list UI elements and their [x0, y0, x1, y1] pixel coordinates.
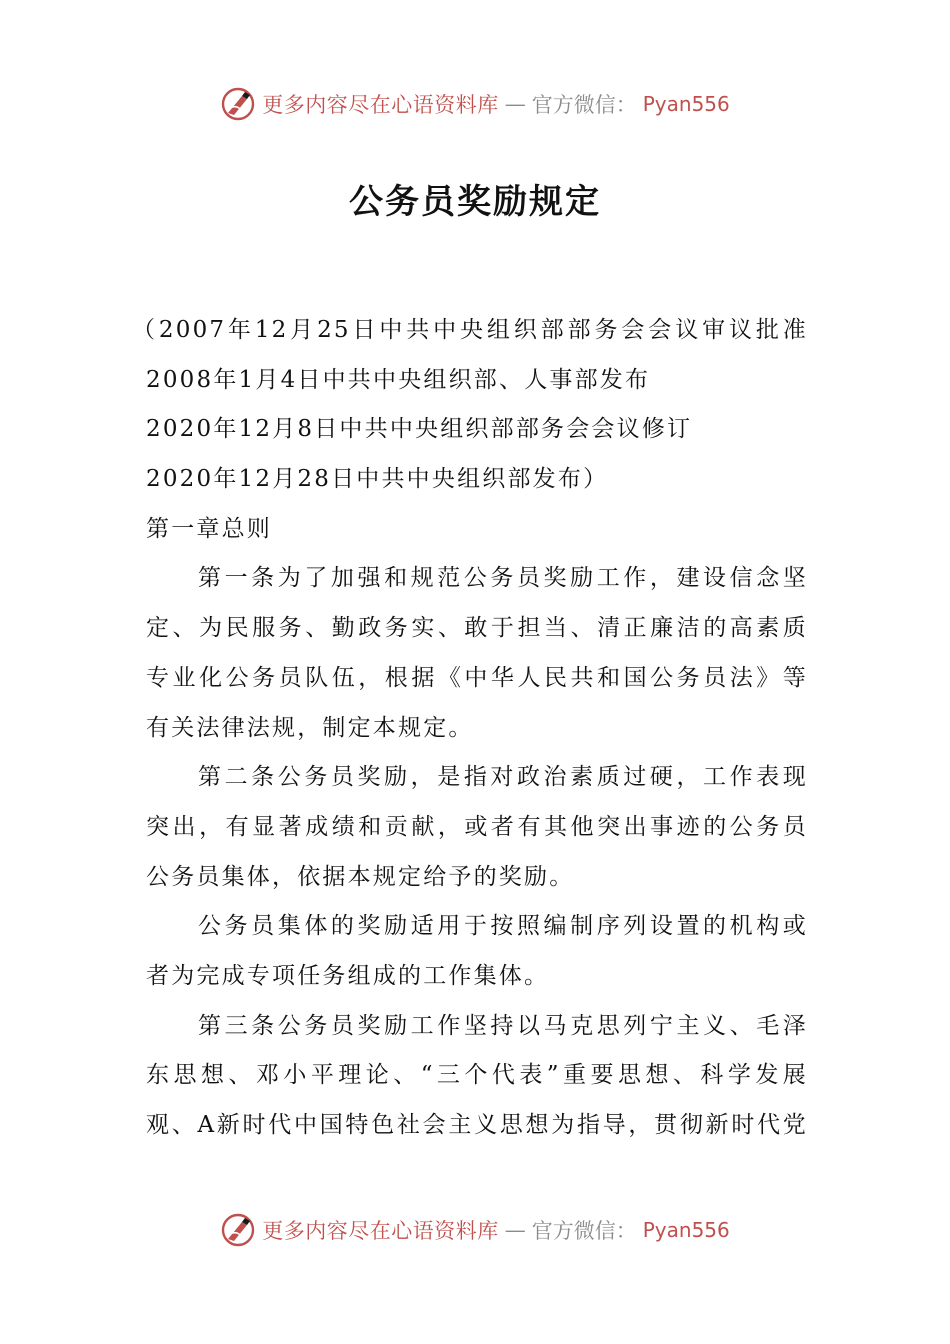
- body-line: 突出，有显著成绩和贡献，或者有其他突出事迹的公务员: [146, 813, 808, 840]
- watermark-label: 官方微信：: [531, 93, 637, 117]
- watermark-text: 更多内容尽在心语资料库: [262, 93, 499, 117]
- body-line: 第三条公务员奖励工作坚持以马克思列宁主义、毛泽: [198, 1012, 808, 1039]
- body-line: 2020年12月28日中共中央组织部发布）: [146, 466, 609, 493]
- body-line: 东思想、邓小平理论、“三个代表”重要思想、科学发展: [146, 1062, 808, 1089]
- body-line: 定、为民服务、勤政务实、敢于担当、清正廉洁的高素质: [146, 615, 808, 642]
- watermark-separator: —: [504, 1218, 526, 1242]
- body-line: 2008年1月4日中共中央组织部、人事部发布: [146, 366, 651, 393]
- header-watermark: [0, 84, 950, 124]
- body-line: 观、A新时代中国特色社会主义思想为指导，贯彻新时代党: [146, 1112, 808, 1138]
- watermark-text: 更多内容尽在心语资料库: [262, 1219, 499, 1243]
- body-line: 专业化公务员队伍，根据《中华人民共和国公务员法》等: [146, 664, 808, 691]
- body-line: 2020年12月8日中共中央组织部部务会会议修订: [146, 416, 693, 443]
- pen-logo-icon: [220, 1212, 256, 1248]
- body-line: 第一章总则: [146, 515, 272, 542]
- body-line: 公务员集体的奖励适用于按照编制序列设置的机构或: [198, 913, 808, 940]
- body-line: （2007年12月25日中共中央组织部部务会会议审议批准: [132, 317, 808, 343]
- document-title: 公务员奖励规定: [349, 182, 601, 222]
- footer-watermark: [0, 1210, 950, 1250]
- body-line: 者为完成专项任务组成的工作集体。: [146, 962, 550, 989]
- pen-logo-icon: [220, 86, 256, 122]
- body-line: 第二条公务员奖励，是指对政治素质过硬，工作表现: [198, 764, 808, 791]
- body-line: 第一条为了加强和规范公务员奖励工作，建设信念坚: [198, 565, 808, 592]
- watermark-separator: —: [504, 92, 526, 116]
- body-line: 公务员集体，依据本规定给予的奖励。: [146, 863, 575, 890]
- body-line: 有关法律法规，制定本规定。: [146, 714, 474, 741]
- watermark-label: 官方微信：: [531, 1219, 637, 1243]
- watermark-id: Pyan556: [642, 92, 730, 116]
- document-body: [132, 306, 808, 1151]
- watermark-id: Pyan556: [642, 1218, 730, 1242]
